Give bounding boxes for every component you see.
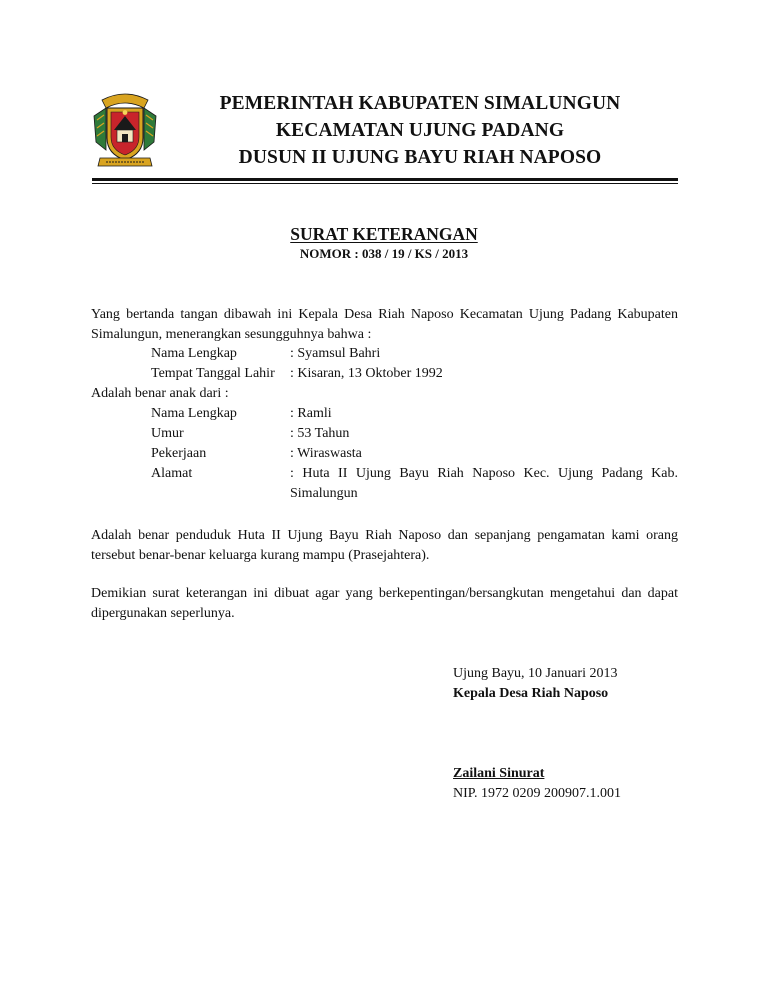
parent-address-value: : Huta II Ujung Bayu Riah Naposo Kec. Ujung Padang Kab. Simalungun [290, 466, 678, 501]
letterhead-divider-thick [92, 178, 678, 181]
person-name-label: Nama Lengkap [151, 346, 237, 361]
letterhead [170, 90, 670, 171]
parent-name-label: Nama Lengkap [151, 406, 237, 421]
signature-position: Kepala Desa Riah Naposo [453, 686, 609, 701]
signatory-name: Zailani Sinurat [453, 766, 545, 781]
person-birth-label: Tempat Tanggal Lahir [151, 366, 275, 381]
parent-occupation-value: : Wiraswasta [290, 446, 362, 461]
person-name-value: : Syamsul Bahri [290, 346, 381, 361]
parent-occupation-label: Pekerjaan [151, 446, 207, 461]
parent-age-label: Umur [151, 426, 184, 441]
simalungun-emblem-logo [92, 88, 158, 172]
document-number: NOMOR : 038 / 19 / KS / 2013 [299, 246, 469, 261]
letterhead-hamlet: DUSUN II UJUNG BAYU RIAH NAPOSO [238, 147, 602, 168]
closing-paragraph: Demikian surat keterangan ini dibuat agar yang berkepentingan/bersangkutan mengetahui dan dapat dipergunakan seperlunya. [91, 586, 678, 621]
intro-paragraph: Yang bertanda tangan dibawah ini Kepala Desa Riah Naposo Kecamatan Ujung Padang Kabupaten Simalungun, menerangkan sesungguhnya bahwa : [91, 307, 678, 342]
document-title: SURAT KETERANGAN [290, 224, 478, 244]
letterhead-district: KECAMATAN UJUNG PADANG [275, 120, 565, 141]
parent-name-value: : Ramli [290, 406, 332, 421]
parent-age-value: : 53 Tahun [290, 426, 350, 441]
signature-place-date: Ujung Bayu, 10 Januari 2013 [453, 666, 618, 681]
signatory-nip: NIP. 1972 0209 200907.1.001 [453, 786, 622, 801]
person-birth-value: : Kisaran, 13 Oktober 1992 [290, 366, 443, 381]
statement-paragraph: Adalah benar penduduk Huta II Ujung Bayu Riah Naposo dan sepanjang pengamatan kami orang tersebut benar-benar keluarga kurang mampu (Prasejahtera). [91, 528, 678, 563]
letterhead-regency: PEMERINTAH KABUPATEN SIMALUNGUN [219, 93, 621, 114]
parent-address-label: Alamat [151, 466, 193, 481]
letterhead-divider-thin [92, 183, 678, 184]
child-of-statement: Adalah benar anak dari : [91, 386, 229, 401]
